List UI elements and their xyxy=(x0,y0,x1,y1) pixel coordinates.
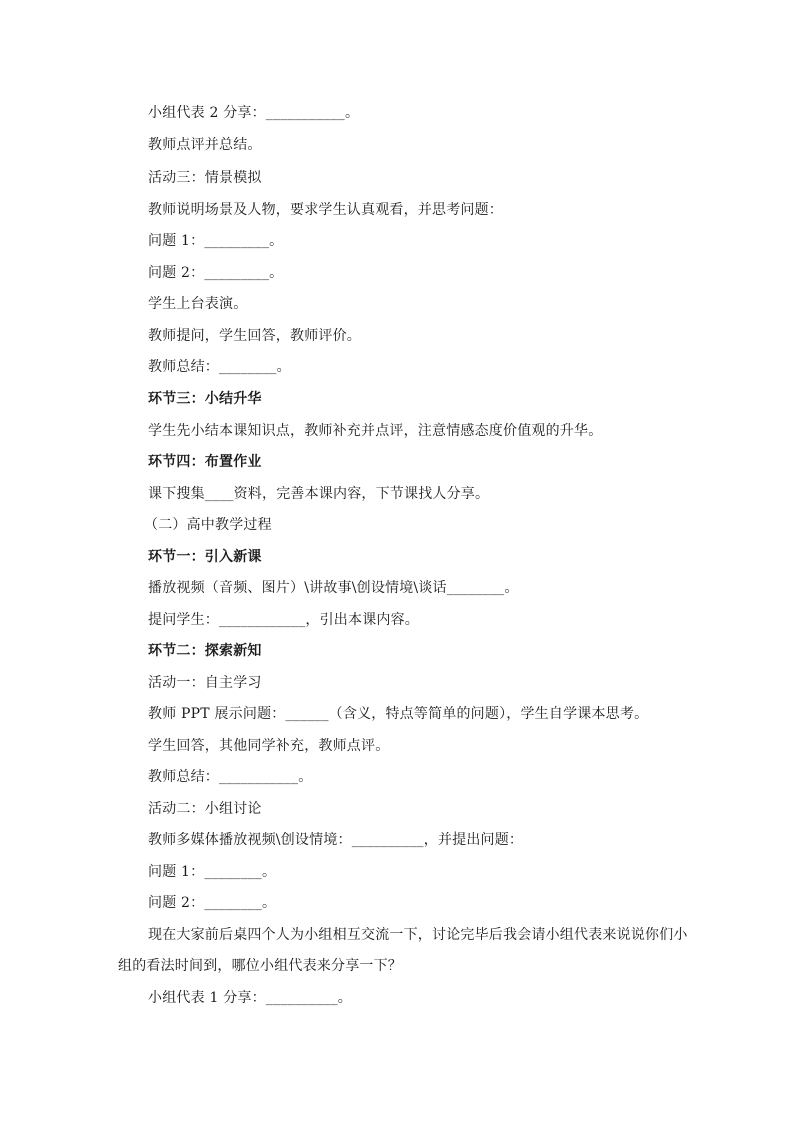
text-line: 教师说明场景及人物，要求学生认真观看，并思考问题： xyxy=(148,202,503,218)
text-line: 学生回答，其他同学补充，教师点评。 xyxy=(148,738,390,754)
section-heading: 环节二：探索新知 xyxy=(148,643,262,659)
text-line: 活动一：自主学习 xyxy=(148,675,262,691)
section-heading: 环节四：布置作业 xyxy=(148,454,262,470)
section-heading: 环节三：小结升华 xyxy=(148,391,262,407)
text-line: 小组代表 2 分享：___________。 xyxy=(148,105,360,121)
paragraph-line: 组的看法时间到，哪位小组代表来分享一下？ xyxy=(118,958,402,974)
text-line: 小组代表 1 分享：__________。 xyxy=(148,990,353,1006)
text-line: 教师总结：________。 xyxy=(148,359,291,375)
text-line: 教师 PPT 展示问题：______（含义，特点等简单的问题），学生自学课本思考。 xyxy=(148,706,649,722)
text-line: 提问学生：____________，引出本课内容。 xyxy=(148,612,419,628)
text-line: 学生上台表演。 xyxy=(148,296,248,312)
text-line: 教师提问，学生回答，教师评价。 xyxy=(148,328,361,344)
text-line: 课下搜集____资料，完善本课内容，下节课找人分享。 xyxy=(148,486,490,502)
text-line: 问题 2：_________。 xyxy=(148,265,284,281)
text-line: 问题 1：_________。 xyxy=(148,233,284,249)
text-line: 教师总结：___________。 xyxy=(148,769,313,785)
text-line: 问题 1：________。 xyxy=(148,864,277,880)
paragraph-line: 现在大家前后桌四个人为小组相互交流一下，讨论完毕后我会请小组代表来说说你们小 xyxy=(148,927,688,943)
text-line: 活动三：情景模拟 xyxy=(148,170,262,186)
text-line: 教师点评并总结。 xyxy=(148,137,262,153)
text-line: 播放视频（音频、图片）\讲故事\创设情境\谈话________。 xyxy=(148,580,519,596)
section-heading: 环节一：引入新课 xyxy=(148,549,262,565)
text-line: 教师多媒体播放视频\创设情境：__________，并提出问题： xyxy=(148,832,524,848)
subsection-title: （二）高中教学过程 xyxy=(144,517,272,533)
text-line: 学生先小结本课知识点，教师补充并点评，注意情感态度价值观的升华。 xyxy=(148,423,603,439)
text-line: 活动二：小组讨论 xyxy=(148,801,262,817)
text-line: 问题 2：________。 xyxy=(148,895,277,911)
